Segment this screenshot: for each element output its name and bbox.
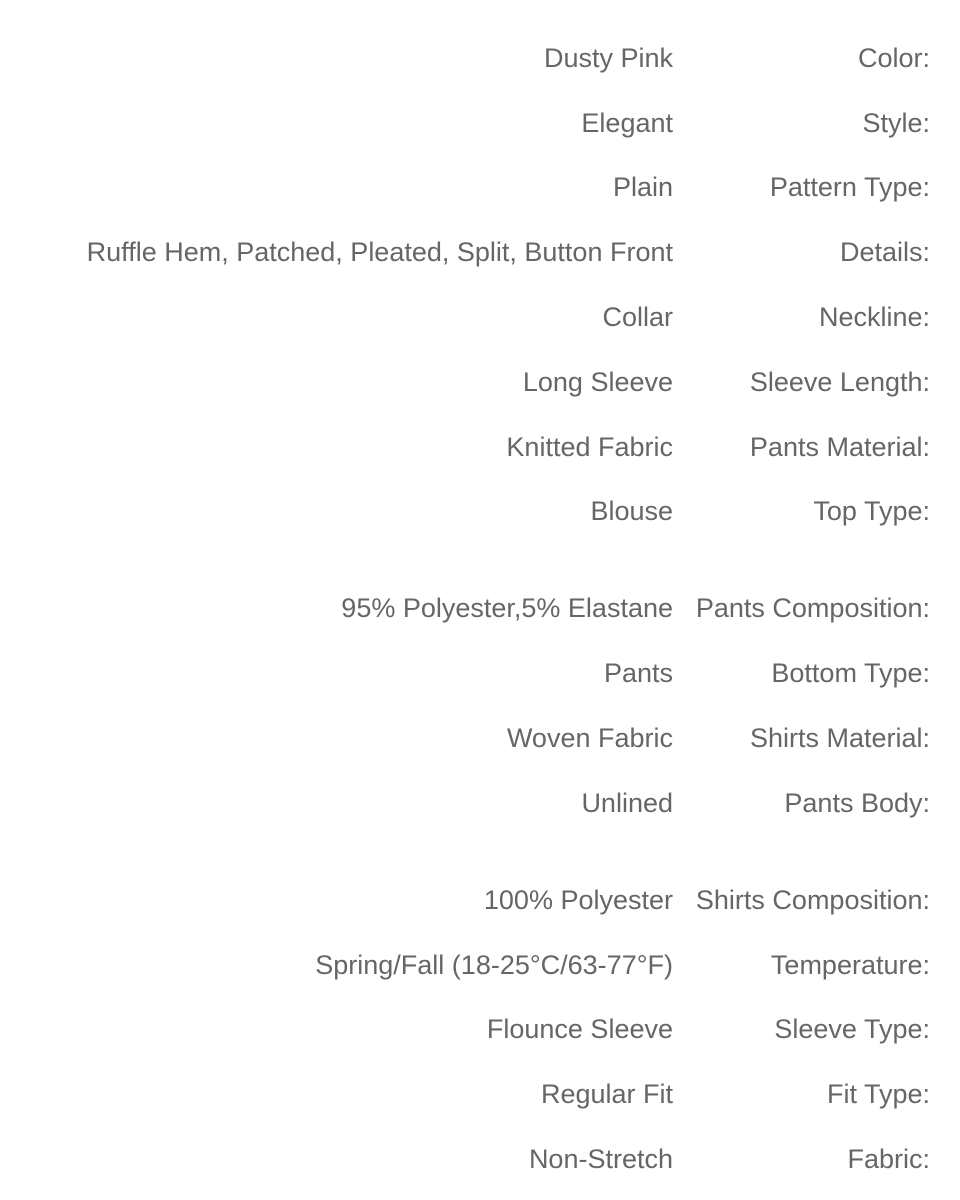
- spec-value: Pants: [603, 658, 673, 689]
- spec-row-sleeve-length: [0, 346, 960, 411]
- spec-value: Non-Stretch: [528, 1143, 673, 1174]
- spec-value: Long Sleeve: [522, 366, 673, 397]
- spec-label: Pants Body:: [784, 787, 930, 818]
- spec-value: Knitted Fabric: [506, 431, 673, 462]
- spec-row-details: [0, 216, 960, 281]
- spec-row-bottom-type: [0, 637, 960, 702]
- product-spec-table: [0, 22, 960, 1188]
- spec-label: Details:: [839, 237, 930, 268]
- spec-row-sleeve-type: [0, 994, 960, 1059]
- spec-label: Style:: [862, 107, 930, 138]
- spec-row-pants-body: [0, 767, 960, 832]
- spec-row-top-type: [0, 476, 960, 541]
- spec-row-style: [0, 87, 960, 152]
- spec-label: Top Type:: [813, 496, 930, 527]
- spec-label: Pants Composition:: [695, 593, 930, 624]
- spec-value: Collar: [602, 301, 673, 332]
- spec-label: Temperature:: [770, 949, 930, 980]
- spec-row-color: [0, 22, 960, 87]
- spec-row-shirts-material: [0, 702, 960, 767]
- spec-value: Flounce Sleeve: [486, 1014, 673, 1045]
- spec-label: Bottom Type:: [771, 658, 930, 689]
- spec-label: Shirts Composition:: [695, 884, 930, 915]
- spec-label: Pattern Type:: [769, 172, 930, 203]
- spec-value: Elegant: [581, 107, 673, 138]
- spec-label: Neckline:: [818, 301, 930, 332]
- spec-row-pants-material: [0, 411, 960, 476]
- spec-label: Sleeve Type:: [774, 1014, 930, 1045]
- spec-row-pattern-type: [0, 152, 960, 217]
- spec-value: Regular Fit: [540, 1079, 673, 1110]
- spec-value: Unlined: [581, 787, 673, 818]
- spec-label: Fit Type:: [826, 1079, 930, 1110]
- spec-label: Color:: [857, 42, 930, 73]
- spec-label: Shirts Material:: [749, 722, 930, 753]
- spec-row-pants-composition: [0, 540, 960, 637]
- spec-value: Dusty Pink: [543, 42, 673, 73]
- spec-value: Woven Fabric: [506, 722, 673, 753]
- spec-label: Sleeve Length:: [749, 366, 930, 397]
- spec-row-fit-type: [0, 1058, 960, 1123]
- spec-row-shirts-composition: [0, 832, 960, 929]
- spec-row-neckline: [0, 281, 960, 346]
- spec-row-fabric: [0, 1123, 960, 1188]
- spec-value: Blouse: [590, 496, 673, 527]
- spec-value: Spring/Fall (18-25°C/63-77°F): [315, 949, 673, 980]
- spec-value: Plain: [612, 172, 673, 203]
- spec-label: Fabric:: [847, 1143, 930, 1174]
- spec-label: Pants Material:: [749, 431, 930, 462]
- spec-value: 95% Polyester,5% Elastane: [341, 593, 673, 624]
- spec-value: 100% Polyester: [483, 884, 673, 915]
- spec-row-temperature: [0, 929, 960, 994]
- spec-value: Ruffle Hem, Patched, Pleated, Split, Button Front: [86, 237, 673, 268]
